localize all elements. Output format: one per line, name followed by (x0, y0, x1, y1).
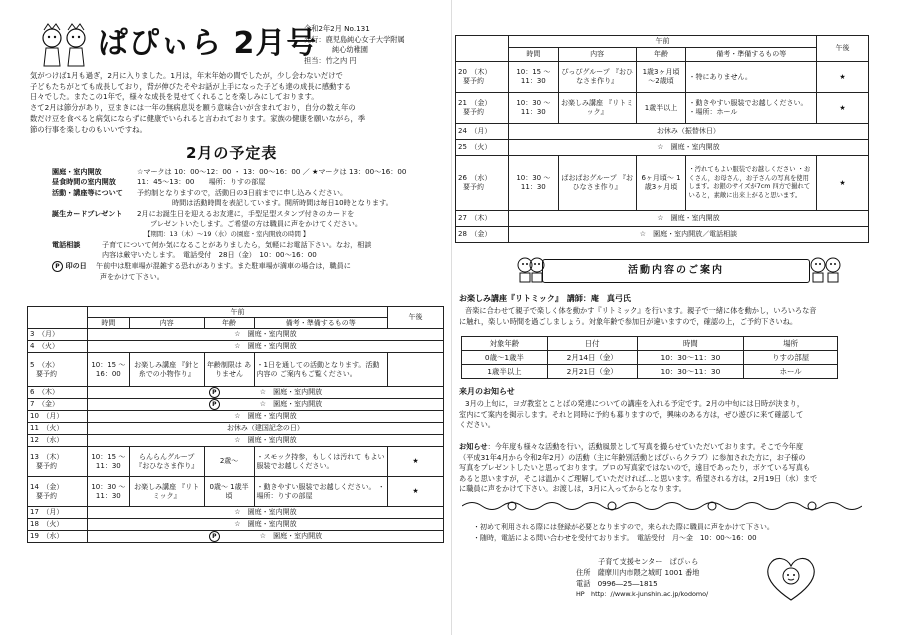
full-cell: ☆ 園庭・室内開放 (87, 411, 443, 423)
table-row (456, 93, 869, 124)
next-month-text (459, 399, 879, 431)
day-cell: 13 （木） (30, 452, 64, 461)
info-text: ☆マークは 10：00〜12：00 ・ 13：00〜16：00 ／ ★マークは 13：00〜16：00 (137, 167, 407, 176)
publisher-line2: 純心幼稚園 (332, 45, 368, 54)
right-schedule-table (455, 35, 869, 243)
pm-cell (388, 353, 444, 387)
info-text: 2月にお誕生日を迎えるお友達に，手型足型スタンプ付きのカードを (137, 208, 355, 218)
notes-header: 備考・準備するもの等 (686, 48, 817, 62)
content-cell: お楽しみ講座 『リトミック』 (558, 93, 636, 124)
publisher-line1: 発行：鹿児島純心女子大学附属 (304, 34, 405, 44)
address: 住所 薩摩川内市隈之城町 1001 番地 (576, 568, 700, 577)
day-cell: 27 （木） (456, 211, 509, 227)
day-cell: 17 （月） (28, 507, 88, 519)
lecture-cell: 2月14日（金） (547, 351, 637, 365)
table-row (456, 211, 869, 227)
info-label: 活動・講座等について (52, 187, 123, 197)
activity-banner-title: 活動内容のご案内 (628, 265, 724, 276)
day-cell: 10 （月） (28, 411, 88, 423)
table-row (28, 399, 444, 411)
table-row (456, 156, 869, 211)
table-row (456, 62, 869, 93)
newsletter-title: ぱぴぃら 2月号 (98, 26, 318, 61)
info-label: 印の日 (65, 260, 87, 270)
info-block (52, 167, 447, 282)
table-row (28, 519, 444, 531)
full-cell: ☆ 園庭・室内開放 (508, 211, 868, 227)
full-cell: ☆ 園庭・室内開放／電話相談 (508, 227, 868, 243)
editor: 担当：竹之内 円 (304, 55, 357, 65)
full-cell: ☆ 園庭・室内開放 (87, 329, 443, 341)
table-row (456, 227, 869, 243)
lecture-cell: 10：30〜11：30 (637, 365, 744, 379)
table-row (28, 411, 444, 423)
time-cell: 10：15 〜 11：30 (87, 447, 129, 477)
am-header: 午前 (508, 36, 816, 48)
lecture-cell: 1歳半以上 (462, 365, 548, 379)
page-divider (451, 0, 452, 635)
info-text: 声をかけて下さい。 (100, 271, 164, 281)
content-cell: ばおばおグループ 『おひなさま作り』 (558, 156, 636, 211)
full-cell: お休み（振替休日） (508, 124, 868, 140)
lecture-text (459, 306, 879, 327)
schedule-heading: 2月の予定表 (186, 144, 278, 162)
parking-p-icon: P (209, 531, 220, 542)
next-month-line: 3月の上旬に，ヨガ教室とことばの発達についての講座を入れる予定です。2月の中旬には日時が決まり， (465, 399, 805, 408)
info-label: 誕生カードプレゼント (52, 208, 123, 218)
intro-line: 気がつけば1月も過ぎ，2月に入りました。1月は，年末年始の間でしたが，少し会わないだけで (30, 71, 343, 80)
info-text: 時間は活動時間を表記しています。開所時間は毎日10時となります。 (172, 198, 393, 208)
day-cell: 7 （金） (28, 399, 88, 411)
age-header: 年齢 (204, 318, 254, 329)
lecture-cell: ホール (744, 365, 838, 379)
full-cell: ☆ 園庭・室内開放 (87, 341, 443, 353)
day-cell: 21 （金） (458, 99, 492, 107)
content-cell: お楽しみ講座 『針と糸での小物作り』 (129, 353, 204, 387)
left-schedule-table (27, 306, 444, 543)
intro-line: さて2月は節分があり，豆まきには一年の無病息災を願う意味合いが含まれており，自分の数え年の (30, 103, 356, 113)
age-cell: 1歳半以上 (636, 93, 686, 124)
intro-line: 日々でした。またこの1年で，様々な成長を見せてくれることを楽しみにしております。 (30, 92, 319, 102)
center-name: 子育て支援センター ぱぴぃら (598, 557, 699, 566)
age-cell: 1歳3ヶ月頃 〜2歳頃 (636, 62, 686, 93)
intro-line: 数だけ豆を食べると病気にならずに健康でいられると言われております。家族の健康を願いながら，季 (30, 113, 366, 123)
info-text: 【期間：13（木）〜19（水）の園庭・室内開放の時間 】 (144, 230, 310, 239)
time-cell: 10：15 〜 11：30 (508, 62, 558, 93)
day-cell: 19 （水） (28, 531, 88, 543)
notice-line: 写真をプレゼントしたいと思っております。プロの写真家ではないので，遠目であったり，ボケている写真も (459, 463, 811, 473)
age-cell: 年齢制限は ありません (204, 353, 254, 387)
full-cell: ☆ 園庭・室内開放 (87, 435, 443, 447)
day-cell: 20 （木） (458, 68, 492, 76)
intro-line: 節の行事を楽しむのもいいですね。 (30, 124, 147, 134)
footer-note: ・初めて利用される際には登録が必要となりますので，来られた際に職員に声をかけて下さい。 (473, 523, 774, 531)
full-cell: ☆ 園庭・室内開放 (87, 519, 443, 531)
day-cell: 24 （月） (456, 124, 509, 140)
lecture-header-cell: 場所 (744, 337, 838, 351)
table-row (28, 447, 444, 477)
notice-text (459, 442, 879, 495)
lecture-header-cell: 日付 (547, 337, 637, 351)
day-cell: 18 （火） (28, 519, 88, 531)
full-cell: ☆ 園庭・室内開放 (259, 400, 323, 408)
table-row (28, 435, 444, 447)
day-cell: 28 （金） (456, 227, 509, 243)
reservation-label: 要予約 (36, 491, 57, 500)
notes-cell: ・動きやすい服装でお越しください。 ・場所：ホール (686, 93, 817, 124)
day-cell: 4 （火） (28, 341, 88, 353)
content-cell: ぴっぴグループ 『おひなさま作り』 (558, 62, 636, 93)
reservation-label: 要予約 (36, 461, 57, 470)
day-cell: 6 （木） (28, 387, 88, 399)
full-cell: ☆ 園庭・室内開放 (87, 507, 443, 519)
lecture-header-cell: 対象年齢 (462, 337, 548, 351)
lecture-cell: 0歳〜1歳半 (462, 351, 548, 365)
info-label: 昼食時間の室内開放 (52, 177, 116, 187)
notes-cell: ・動きやすい服装でお越しください。 ・場所：りすの部屋 (254, 477, 388, 507)
day-cell: 25 （火） (456, 140, 509, 156)
next-month-line: ください。 (459, 420, 495, 430)
heart-mascot-illustration (762, 550, 820, 606)
content-header: 内容 (558, 48, 636, 62)
next-month-line: 室内にて案内を掲示します。それと同時に予約も募りますので，興味のある方は，ぜひ遊びに来て確認して (459, 409, 804, 419)
pm-cell: ★ (817, 93, 869, 124)
notice-line: に職員に声をかけて下さい。お渡しは，3月に入ってからとなります。 (459, 484, 686, 494)
table-row (28, 423, 444, 435)
info-text: 午前中は駐車場が混雑する恐れがあります。また駐車場が満車の場合は，職員に (96, 260, 351, 270)
table-row (28, 341, 444, 353)
lecture-header-cell: 時間 (637, 337, 744, 351)
table-row (462, 365, 838, 379)
full-cell: ☆ 園庭・室内開放 (508, 140, 868, 156)
lecture-cell: 10：30〜11：30 (637, 351, 744, 365)
notes-cell: ・スモック持参，もしくは汚れて もよい服装でお越しください。 (254, 447, 388, 477)
notes-cell: ・特にありません。 (686, 62, 817, 93)
parking-p-icon: P (52, 261, 63, 272)
time-cell: 10：15 〜 16：00 (87, 353, 129, 387)
day-cell: 26 （水） (458, 174, 492, 182)
info-label: 電話相談 (52, 239, 81, 249)
table-row (456, 140, 869, 156)
age-cell: 0歳〜 1歳半頃 (204, 477, 254, 507)
time-header: 時間 (508, 48, 558, 62)
time-cell: 10：30 〜 11：30 (87, 477, 129, 507)
time-cell: 10：30 〜 11：30 (508, 93, 558, 124)
notice-label: お知らせ (459, 442, 488, 451)
notice-line: （平成31年4月から令和2年2月）の活動（主に年齢別活動とぱぴぃらクラブ）に参加された方に，お子様の (459, 452, 806, 462)
intro-text (30, 71, 442, 135)
day-cell: 3 （月） (28, 329, 88, 341)
info-text: プレゼントいたします。ご希望の方は職員に声をかけてください。 (150, 219, 362, 229)
pm-cell: ★ (817, 156, 869, 211)
info-text: 予約制となりますので，活動日の3日前までに申し込みください。 (137, 187, 348, 197)
table-row (28, 507, 444, 519)
table-row (456, 124, 869, 140)
day-cell: 14 （金） (30, 482, 64, 491)
next-month-title: 来月のお知らせ (459, 387, 515, 396)
phone: 電話 0996―25―1815 (576, 579, 658, 588)
full-cell: ☆ 園庭・室内開放 (259, 388, 323, 396)
notice-line: あると思いますが，そこは温かくご理解していただければ…と思います。希望される方は，2月19日（水）まで (459, 473, 818, 483)
reservation-label: 要予約 (463, 77, 484, 85)
mascot-illustration (34, 22, 96, 72)
info-label: 園庭・室内開放 (52, 167, 102, 176)
age-cell: 2歳〜 (204, 447, 254, 477)
homepage-link[interactable]: HP http：//www.k-junshin.ac.jp/kodomo/ (576, 590, 709, 598)
pm-cell: ★ (817, 62, 869, 93)
table-row (462, 351, 838, 365)
reservation-label: 要予約 (463, 183, 484, 191)
notes-cell: ・1日を通しての活動となります。活動内容の ご案内もご覧ください。 (254, 353, 388, 387)
am-header: 午前 (87, 307, 387, 318)
parking-p-icon: P (209, 387, 220, 398)
day-cell: 12 （水） (28, 435, 88, 447)
footer-note: ・随時，電話による問い合わせを受付ております。 電話受付 月〜金 10：00〜16：00 (473, 534, 757, 542)
lecture-cell: 2月21日（金） (547, 365, 637, 379)
reservation-label: 要予約 (36, 369, 57, 378)
full-cell: ☆ 園庭・室内開放 (259, 532, 323, 540)
notes-header: 備考・準備するもの等 (254, 318, 388, 329)
full-cell: お休み（建国記念の日） (87, 423, 443, 435)
activity-banner (542, 259, 810, 283)
table-row (28, 531, 444, 543)
pm-cell: ★ (388, 477, 444, 507)
table-row (28, 477, 444, 507)
parking-p-icon: P (209, 399, 220, 410)
notice-line: ：今年度も様々な活動を行い，活動風景として写真を撮らせていただいております。そこで今年度 (487, 442, 804, 451)
notes-cell: ・汚れてもよい服装でお越しください ・おくさん，お母さん，お子さんの写真を使用します。お銀のサイズが7cm 四方で撮れていると，素敵に出来上がると思います。 (686, 156, 817, 211)
content-cell: らんらんグループ 『おひなさま作り』 (129, 447, 204, 477)
lecture-cell: りすの部屋 (744, 351, 838, 365)
age-header: 年齢 (636, 48, 686, 62)
decorative-border-strip (462, 499, 862, 513)
children-illustration (515, 255, 547, 283)
reservation-label: 要予約 (463, 108, 484, 116)
contact-block (576, 556, 766, 600)
issue-date: 令和2年2月 No.131 (304, 24, 370, 33)
info-text: 11：45〜13：00 場所：りすの部屋 (137, 177, 266, 187)
day-cell: 11 （火） (28, 423, 88, 435)
lecture-title: お楽しみ講座『リトミック』 講師：庵 真弓氏 (459, 294, 631, 303)
intro-line: 子どもたちがとても成長しており，背が伸びたそやお話が上手になった子ども達の成長に感動する (30, 81, 352, 91)
footer-notes (473, 522, 873, 544)
pm-header: 午後 (388, 307, 444, 329)
day-cell: 5 （水） (30, 360, 59, 369)
table-row (28, 329, 444, 341)
lecture-table (461, 336, 838, 379)
pm-header: 午後 (817, 36, 869, 62)
info-text: 内容は厳守いたします。 電話受付 28日（金） 10：00〜16：00 (102, 250, 317, 260)
content-cell: お楽しみ講座 『リトミック』 (129, 477, 204, 507)
pm-cell: ★ (388, 447, 444, 477)
age-cell: 6ヶ月頃〜 1歳3ヶ月頃 (636, 156, 686, 211)
content-header: 内容 (129, 318, 204, 329)
lecture-line: に触れ，楽しい時間を過ごしましょう。対象年齢で参加日が違いますので，確認の上，ご予約下さいね。 (459, 316, 798, 326)
children-illustration (808, 255, 844, 283)
publisher-block (304, 24, 434, 66)
time-header: 時間 (87, 318, 129, 329)
table-row (28, 353, 444, 387)
info-text: 子育てについて何か気になることがありましたら，気軽にお電話下さい。なお，相談 (102, 239, 372, 249)
table-row (28, 387, 444, 399)
lecture-line: 音楽に合わせて親子で楽しく体を動かす『リトミック』を行います。親子で一緒に体を動かし，いろいろな音 (465, 306, 817, 315)
time-cell: 10：30 〜 11：30 (508, 156, 558, 211)
